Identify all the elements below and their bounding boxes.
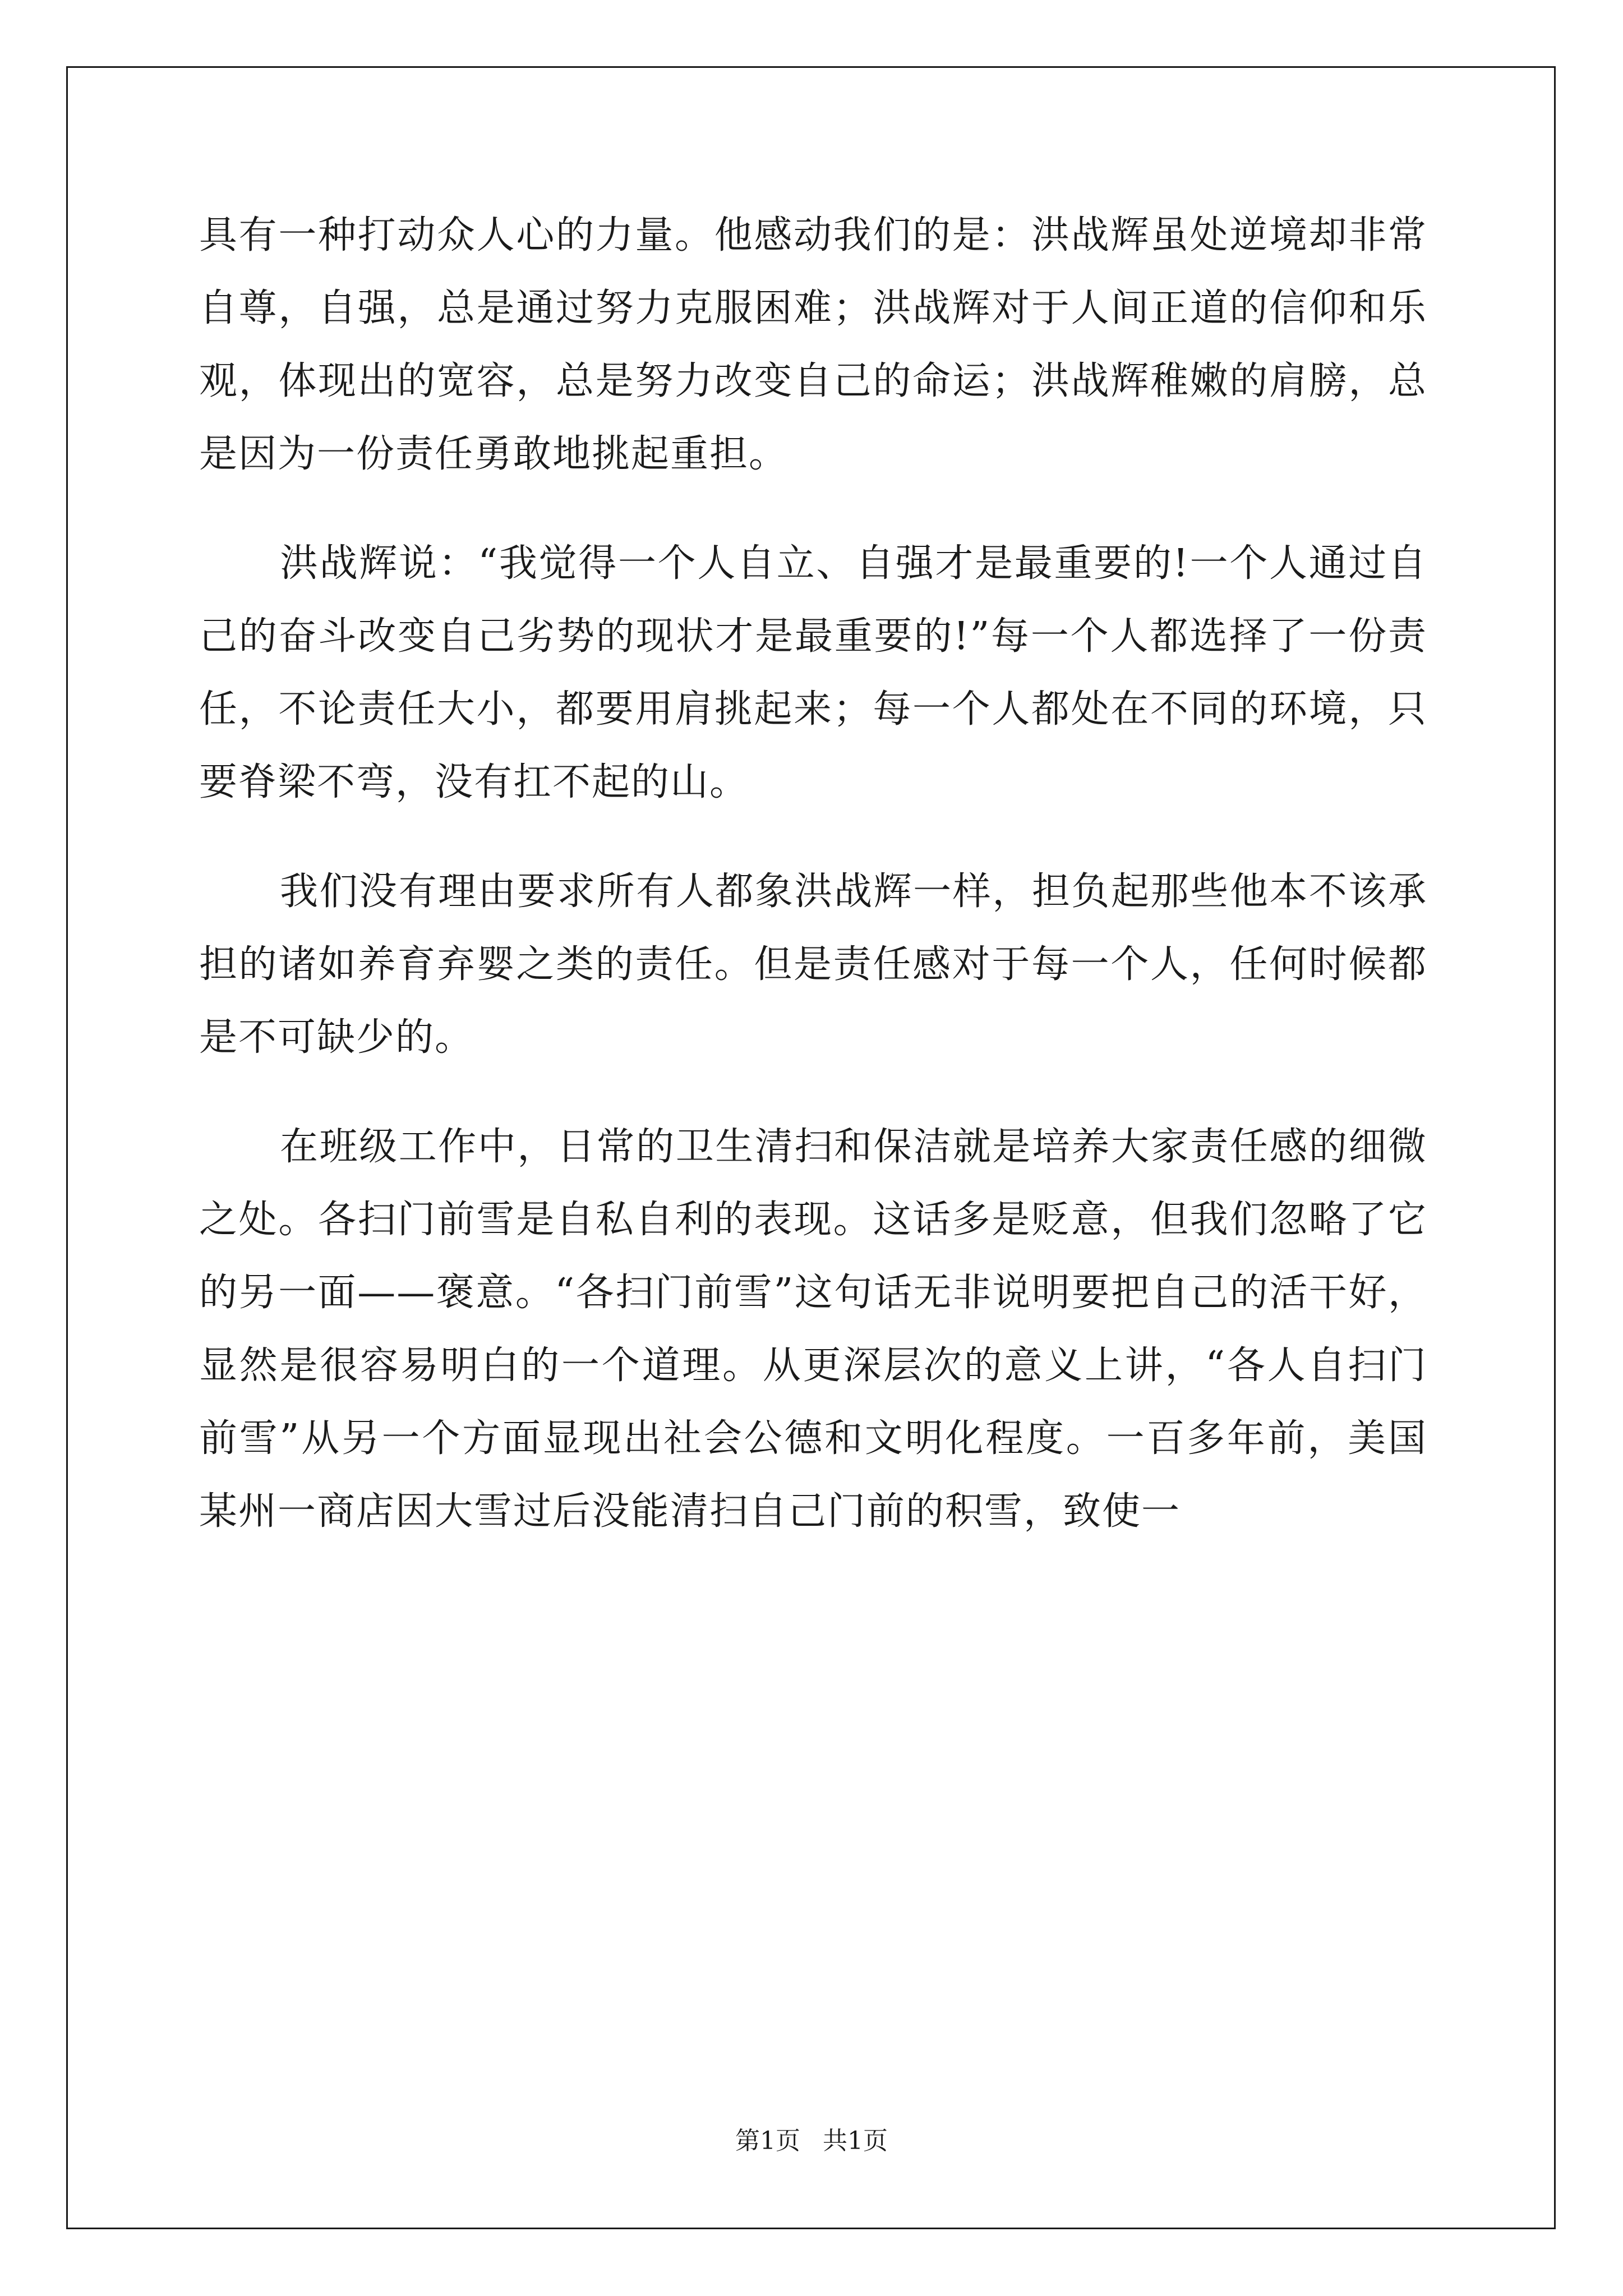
paragraph-2: 洪战辉说：“我觉得一个人自立、自强才是最重要的!一个人通过自己的奋斗改变自己劣势的现状才是最重要的!”每一个人都选择了一份责任，不论责任大小，都要用肩挑起来；每一个人都处在不同的环境，只要脊梁不弯，没有扛不起的山。 [199, 541, 1427, 804]
paragraph-3: 我们没有理由要求所有人都象洪战辉一样，担负起那些他本不该承担的诸如养育弃婴之类的责任。但是责任感对于每一个人，任何时候都是不可缺少的。 [199, 869, 1427, 1060]
document-body [199, 199, 1427, 1548]
paragraph-1: 具有一种打动众人心的力量。他感动我们的是：洪战辉虽处逆境却非常自尊，自强，总是通过努力克服困难；洪战辉对于人间正道的信仰和乐观，体现出的宽容，总是努力改变自己的命运；洪战辉稚嫩的肩膀，总是因为一份责任勇敢地挑起重担。 [199, 213, 1427, 476]
page-number-current: 第1页 [735, 2127, 800, 2155]
paragraph-4: 在班级工作中，日常的卫生清扫和保洁就是培养大家责任感的细微之处。各扫门前雪是自私自利的表现。这话多是贬意，但我们忽略了它的另一面——褒意。“各扫门前雪”这句话无非说明要把自己的活干好，显然是很容易明白的一个道理。从更深层次的意义上讲，“各人自扫门前雪”从另一个方面显现出社会公德和文明化程度。一百多年前，美国某州一商店因大雪过后没能清扫自己门前的积雪，致使一 [199, 1125, 1427, 1534]
page-footer [0, 2120, 1623, 2156]
page-number-total: 共1页 [823, 2127, 888, 2155]
